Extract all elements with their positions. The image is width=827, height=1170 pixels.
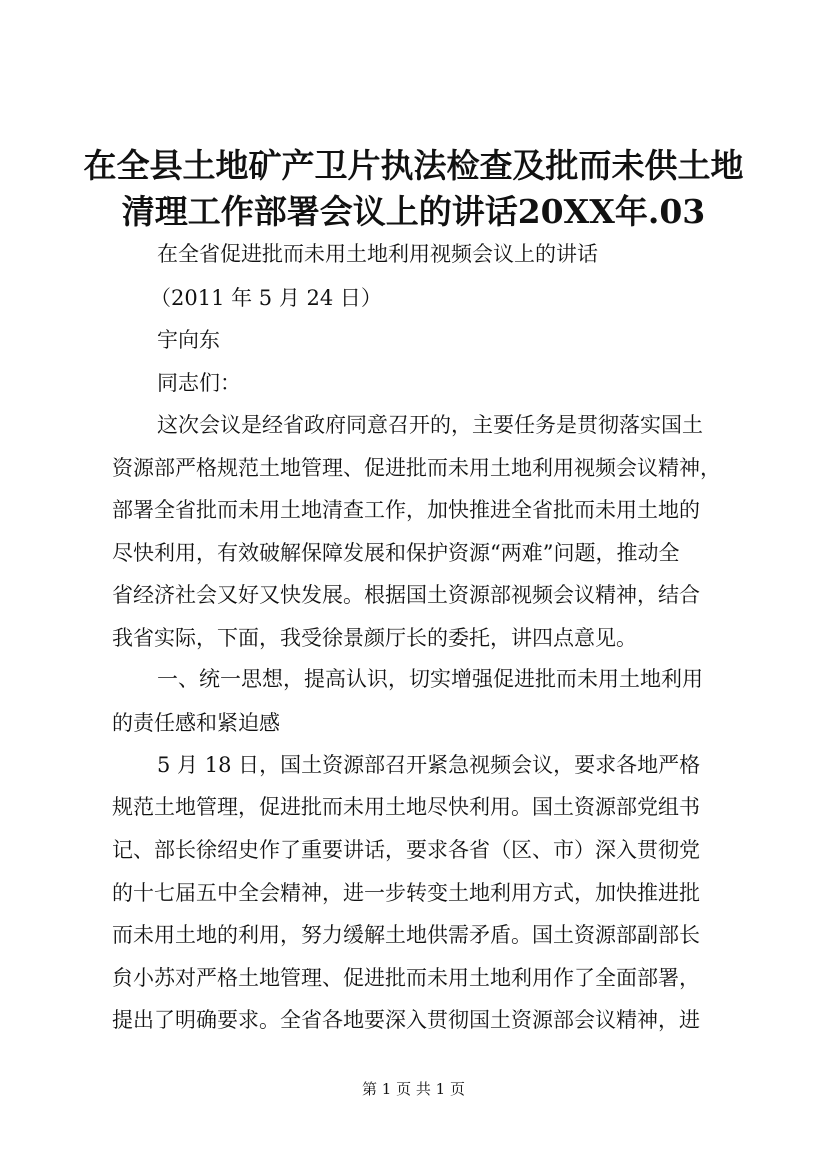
- body-line: 贠小苏对严格土地管理、促进批而未用土地利用作了全面部署，: [112, 966, 700, 990]
- body-line: 我省实际，下面，我受徐景颜厅长的委托，讲四点意见。: [112, 626, 637, 650]
- section-heading-line-2: 的责任感和紧迫感: [112, 711, 280, 735]
- document-title-line-2: 清理工作部署会议上的讲话20XX年.03: [121, 192, 706, 231]
- body-line: 记、部长徐绍史作了重要讲话，要求各省（区、市）深入贯彻党: [112, 838, 700, 862]
- body-line: 而未用土地的利用，努力缓解土地供需矛盾。国土资源部副部长: [112, 923, 700, 947]
- body-line: 尽快利用，有效破解保障发展和保护资源“两难”问题，推动全: [112, 541, 680, 565]
- subtitle: 在全省促进批而未用土地利用视频会议上的讲话: [157, 242, 598, 266]
- body-line: 规范土地管理，促进批而未用土地尽快利用。国土资源部党组书: [112, 795, 700, 819]
- page-footer: 第 1 页 共 1 页: [362, 1080, 465, 1098]
- body-line: 部署全省批而未用土地清查工作，加快推进全省批而未用土地的: [112, 498, 700, 522]
- speaker-name: 宇向东: [157, 328, 220, 352]
- body-line: 资源部严格规范土地管理、促进批而未用土地利用视频会议精神，: [112, 456, 721, 480]
- body-line: 这次会议是经省政府同意召开的，主要任务是贯彻落实国土: [157, 413, 703, 437]
- body-line: 省经济社会又好又快发展。根据国土资源部视频会议精神，结合: [112, 583, 700, 607]
- salutation: 同志们：: [157, 371, 241, 395]
- speech-date: （2011 年 5 月 24 日）: [150, 286, 382, 310]
- section-heading-line-1: 一、统一思想，提高认识，切实增强促进批而未用土地利用: [157, 667, 703, 691]
- document-title-line-1: 在全县土地矿产卫片执法检查及批而未供土地: [83, 146, 744, 185]
- body-line: 提出了明确要求。全省各地要深入贯彻国土资源部会议精神，进: [112, 1008, 700, 1032]
- body-line: 的十七届五中全会精神，进一步转变土地利用方式，加快推进批: [112, 881, 700, 905]
- body-line: 5 月 18 日，国土资源部召开紧急视频会议，要求各地严格: [157, 753, 701, 777]
